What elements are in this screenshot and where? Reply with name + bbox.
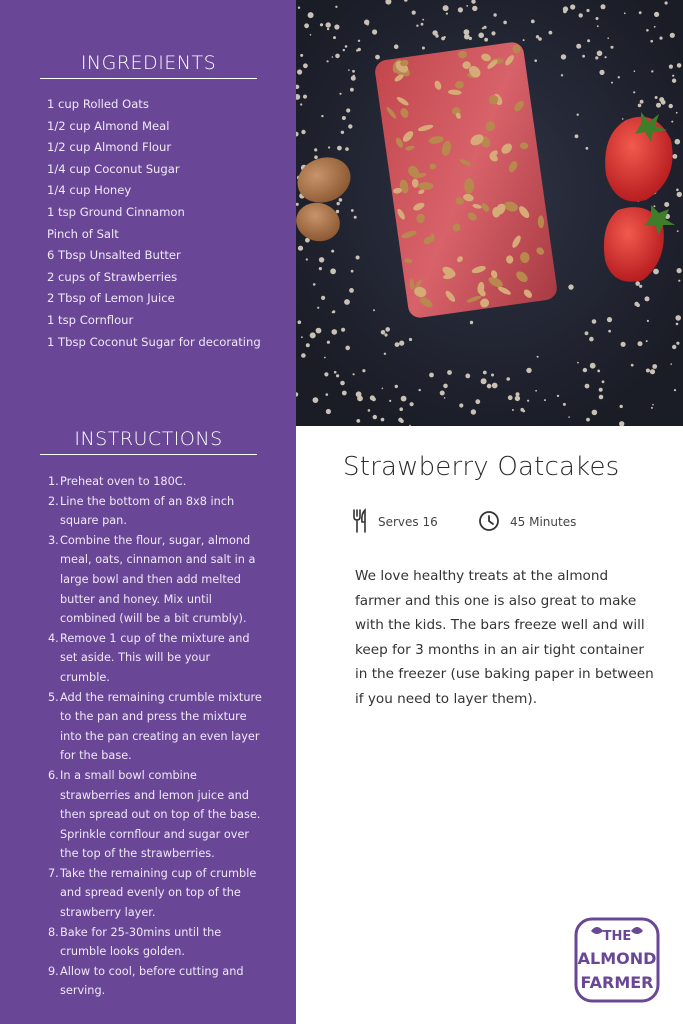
ingredient-item: 1/2 cup Almond Flour (47, 140, 172, 155)
logo-line-the: THE (602, 929, 632, 944)
logo-line-farmer: FARMER (580, 973, 654, 992)
ingredients-list (47, 94, 287, 353)
ingredient-item: 1 cup Rolled Oats (47, 97, 149, 111)
step-number: 4. (48, 631, 59, 645)
instruction-step (48, 864, 262, 923)
step-number: 9. (48, 964, 59, 978)
ingredient-item: 1 tsp Cornflour (47, 312, 134, 327)
step-text: Add the remaining crumble mixture to the pan and press the mixture into the pan creating an even layer for the base. (60, 690, 262, 763)
instructions-list (48, 472, 262, 1001)
instruction-step (48, 531, 262, 629)
step-number: 7. (48, 866, 59, 880)
clock-icon (478, 510, 500, 535)
recipe-title: Strawberry Oatcakes (343, 452, 620, 482)
step-number: 6. (48, 768, 59, 782)
ingredient-item: 1/4 cup Honey (47, 183, 132, 198)
instruction-step (48, 962, 262, 1001)
step-number: 3. (48, 533, 59, 547)
ingredient-item: 2 Tbsp of Lemon Juice (47, 291, 175, 306)
instruction-step (48, 472, 262, 492)
ingredient-item: 6 Tbsp Unsalted Butter (47, 248, 181, 263)
step-text: Remove 1 cup of the mixture and set aside. This will be your crumble. (60, 631, 250, 684)
step-number: 8. (48, 925, 59, 939)
ingredient-item: 1/4 cup Coconut Sugar (47, 161, 180, 176)
sidebar (0, 0, 296, 1024)
ingredient-item: Pinch of Salt (47, 226, 119, 241)
step-text: Take the remaining cup of crumble and spread evenly on top of the strawberry layer. (60, 866, 257, 920)
step-text: Combine the flour, sugar, almond meal, oats, cinnamon and salt in a large bowl and then add melted butter and honey. Mix until combined (will be a bit crumbly). (60, 533, 256, 626)
step-text: Line the bottom of an 8x8 inch square pan. (60, 494, 235, 528)
step-number: 1. (48, 475, 59, 488)
logo-line-almond: ALMOND (577, 949, 657, 968)
time-label: 45 Minutes (510, 515, 577, 529)
instructions-heading: INSTRUCTIONS (40, 428, 257, 455)
step-number: 5. (48, 690, 59, 704)
ingredient-item: 1/2 cup Almond Meal (47, 118, 170, 133)
step-text: Preheat oven to 180C. (60, 475, 187, 488)
recipe-photo (296, 0, 683, 426)
step-text: Bake for 25-30mins until the crumble looks golden. (60, 925, 222, 959)
oatcake-illustration (296, 0, 683, 426)
almond-farmer-logo (573, 916, 661, 1004)
instruction-step (48, 492, 262, 531)
instruction-step (48, 766, 262, 864)
step-number: 2. (48, 494, 59, 508)
fork-knife-icon (352, 508, 368, 537)
serves-info (352, 508, 438, 536)
instruction-step (48, 629, 262, 688)
ingredient-item: 1 tsp Ground Cinnamon (47, 204, 185, 219)
step-text: In a small bowl combine strawberries and lemon juice and then spread out on top of the base. Sprinkle cornflour and sugar over the top of the strawberries. (60, 768, 261, 861)
step-text: Allow to cool, before cutting and serving. (60, 964, 244, 998)
recipe-description: We love healthy treats at the almond farmer and this one is also great to make with the kids. The bars freeze well and will keep for 3 months in an air tight container in the freezer (use baking paper in between if you need to layer them). (355, 568, 654, 707)
instruction-step (48, 688, 262, 766)
ingredient-item: 2 cups of Strawberries (47, 269, 178, 284)
ingredient-item: 1 Tbsp Coconut Sugar for decorating (47, 334, 261, 349)
instruction-step (48, 923, 262, 962)
ingredients-heading: INGREDIENTS (40, 52, 257, 79)
time-info (478, 508, 576, 536)
serves-label: Serves 16 (378, 515, 438, 529)
